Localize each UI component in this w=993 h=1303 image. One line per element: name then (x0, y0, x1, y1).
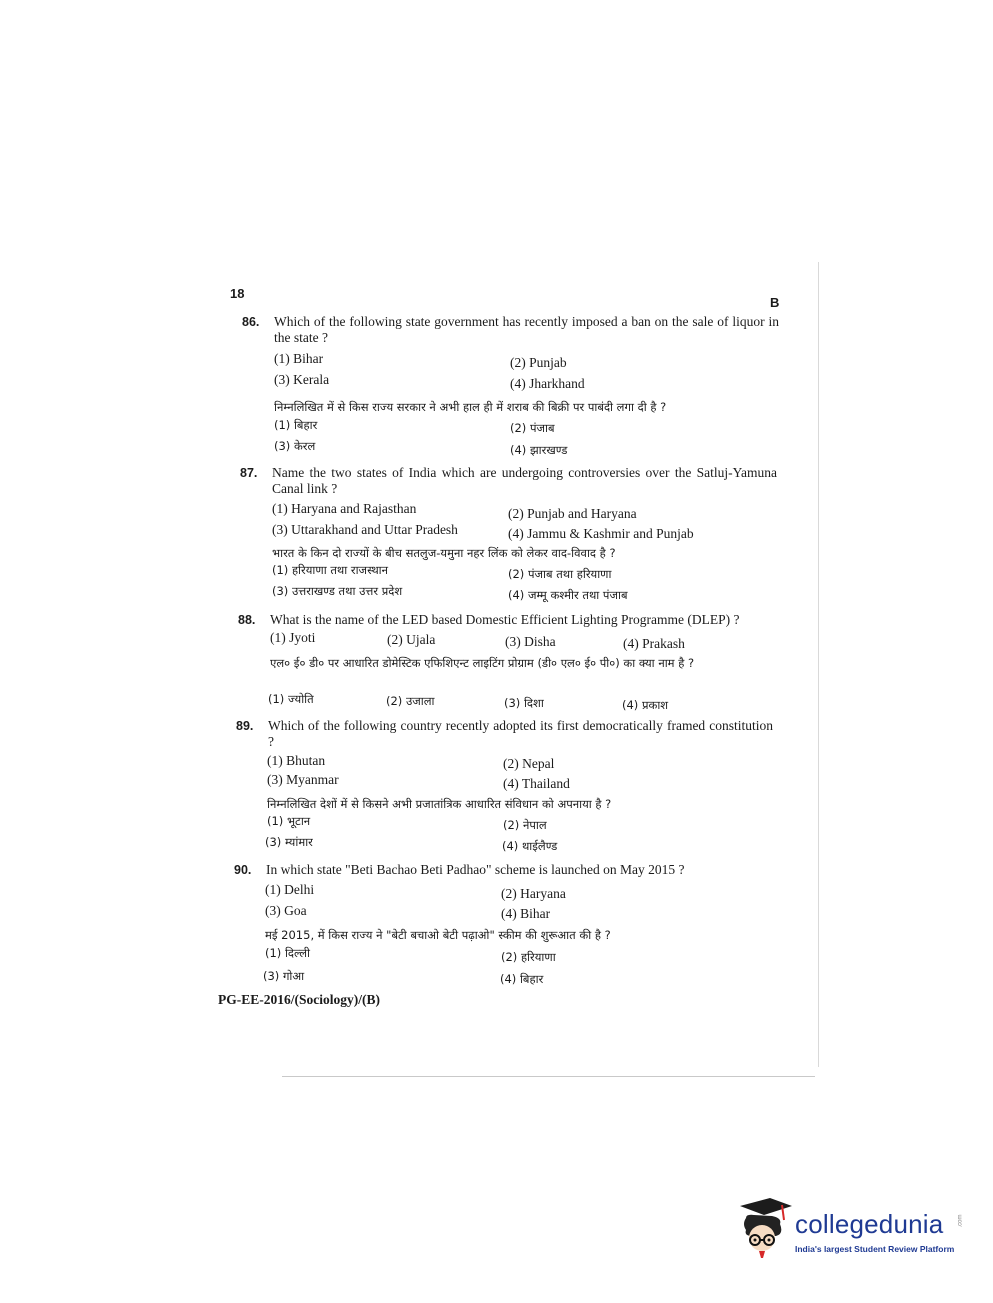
option: (1) Delhi (265, 882, 315, 897)
option-hindi: (4) झारखण्ड (510, 443, 568, 457)
option-hindi: (4) जम्मू कश्मीर तथा पंजाब (508, 588, 628, 602)
option-hindi: (1) बिहार (274, 418, 318, 432)
question-text: In which state "Beti Bachao Beti Padhao" scheme is launched on May 2015 ? (266, 862, 685, 877)
option: (3) Uttarakhand and Uttar Pradesh (272, 522, 458, 537)
brand-name: collegedunia (795, 1209, 944, 1239)
option: (1) Bhutan (267, 753, 326, 768)
option: (4) Bihar (501, 906, 551, 921)
option-hindi: (2) हरियाणा (501, 950, 556, 964)
option-hindi: (2) पंजाब तथा हरियाणा (508, 567, 612, 581)
question-number: 87. (240, 466, 258, 480)
question-text-hindi: निम्नलिखित में से किस राज्य सरकार ने अभी हाल ही में शराब की बिक्री पर पाबंदी लगा दी है ? (274, 400, 667, 414)
option: (3) Disha (505, 634, 556, 649)
question-text-hindi: निम्नलिखित देशों में से किसने अभी प्रजातांत्रिक आधारित संविधान को अपनाया है ? (267, 797, 612, 811)
option-hindi: (1) ज्योति (268, 692, 314, 706)
question-number: 89. (236, 719, 254, 733)
option-hindi: (1) हरियाणा तथा राजस्थान (272, 563, 389, 577)
option-hindi: (1) भूटान (267, 814, 311, 828)
question-text: What is the name of the LED based Domestic Efficient Lighting Programme (DLEP) ? (270, 612, 740, 627)
scan-edge (818, 262, 819, 1067)
paper-code-footer: PG-EE-2016/(Sociology)/(B) (218, 992, 380, 1007)
option-hindi: (2) पंजाब (510, 421, 555, 435)
option-hindi: (2) उजाला (386, 694, 435, 708)
option-hindi: (3) केरल (274, 439, 316, 453)
option: (1) Haryana and Rajasthan (272, 501, 417, 516)
option-hindi: (4) बिहार (500, 972, 544, 986)
question-text: Which of the following country recently adopted its first democratically framed constitution ? (268, 718, 773, 749)
option: (4) Prakash (623, 636, 685, 651)
option-hindi: (2) नेपाल (503, 818, 547, 832)
question-text-hindi: भारत के किन दो राज्यों के बीच सतलुज-यमुना नहर लिंक को लेकर वाद-विवाद है ? (272, 546, 616, 560)
brand-tagline: India's largest Student Review Platform (795, 1244, 955, 1254)
option-hindi: (3) उत्तराखण्ड तथा उत्तर प्रदेश (272, 584, 403, 598)
series-code: B (770, 295, 780, 310)
option: (4) Thailand (503, 776, 570, 791)
option: (2) Ujala (387, 632, 436, 647)
question-number: 88. (238, 613, 256, 627)
question-text-hindi: मई 2015, में किस राज्य ने "बेटी बचाओ बेटी पढ़ाओ" स्कीम की शुरूआत की है ? (265, 928, 611, 942)
option-hindi: (3) म्यांमार (265, 835, 313, 849)
question-text: Which of the following state government has recently imposed a ban on the sale of liquor in the state ? (274, 314, 779, 345)
option: (3) Kerala (274, 372, 330, 387)
option-hindi: (1) दिल्ली (265, 946, 310, 960)
option: (2) Punjab and Haryana (508, 506, 637, 521)
option: (1) Bihar (274, 351, 324, 366)
option: (4) Jharkhand (510, 376, 585, 391)
option: (2) Nepal (503, 756, 555, 771)
page-number: 18 (230, 286, 245, 301)
question-number: 86. (242, 315, 260, 329)
option: (1) Jyoti (270, 630, 316, 645)
option: (3) Goa (265, 903, 307, 918)
question-text-hindi: एल० ई० डी० पर आधारित डोमेस्टिक एफिशिएन्ट लाइटिंग प्रोग्राम (डी० एल० ई० पी०) का क्या नाम है ? (270, 656, 695, 670)
option-hindi: (3) दिशा (504, 696, 544, 710)
option: (2) Punjab (510, 355, 567, 370)
scan-edge (282, 1076, 815, 1077)
option-hindi: (4) थाईलैण्ड (502, 839, 558, 853)
option: (4) Jammu & Kashmir and Punjab (508, 526, 694, 541)
option-hindi: (4) प्रकाश (622, 698, 669, 712)
question-text: Name the two states of India which are undergoing controversies over the Satluj-Yamuna Canal link ? (272, 465, 777, 496)
option: (2) Haryana (501, 886, 566, 901)
question-number: 90. (234, 863, 252, 877)
option: (3) Myanmar (267, 772, 339, 787)
option-hindi: (3) गोआ (263, 969, 305, 983)
brand-domain: .com (957, 1214, 964, 1228)
